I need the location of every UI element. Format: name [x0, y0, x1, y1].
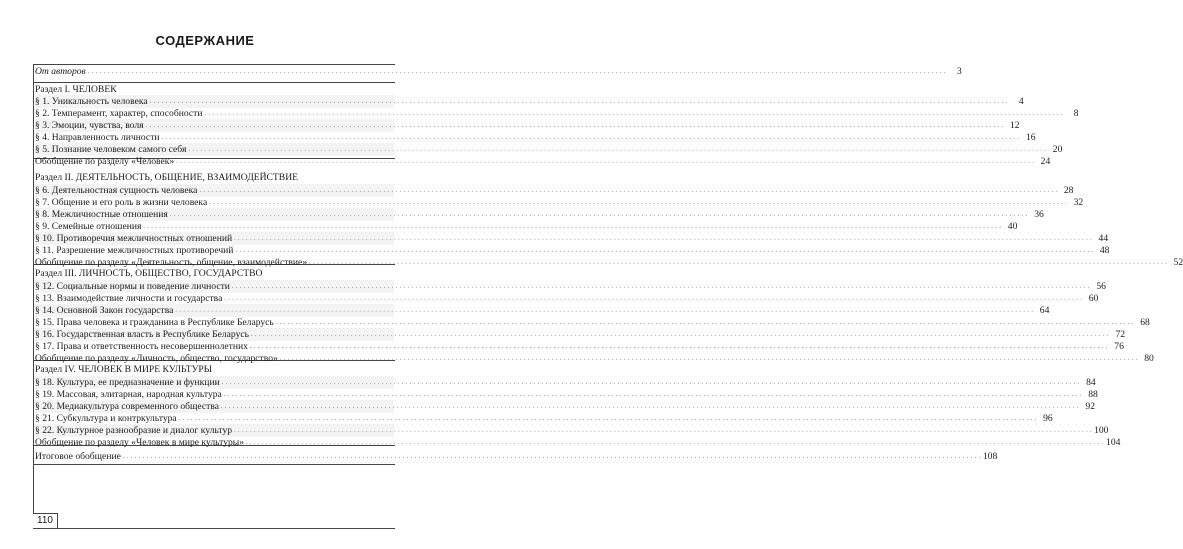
- bottom-rule: [57, 528, 395, 529]
- leader-dots: [176, 155, 1034, 168]
- toc-entry-page: 96: [1043, 413, 1053, 424]
- toc-entry-page: 104: [1106, 437, 1121, 448]
- toc-entry-label: § 16. Государственная власть в Республике Беларусь: [35, 329, 250, 340]
- toc-entry-label: § 13. Взаимодействие личности и государства: [35, 293, 223, 304]
- toc-entry-page: 64: [1039, 305, 1050, 316]
- toc-entry-page: 24: [1040, 156, 1051, 167]
- toc-entry-page: 36: [1034, 209, 1044, 220]
- toc-entry-page: 12: [1009, 120, 1020, 131]
- page-title: СОДЕРЖАНИЕ: [155, 33, 255, 48]
- toc-entry-page: 68: [1140, 317, 1150, 328]
- toc-entry-page: 52: [1173, 257, 1183, 268]
- divider: [33, 464, 395, 465]
- toc-entry-label: § 3. Эмоции, чувства, воля: [35, 120, 144, 131]
- toc-entry-label: § 21. Субкультура и контркультура: [35, 413, 177, 424]
- toc-entry-page: 48: [1099, 245, 1110, 256]
- toc-entry-page: 92: [1085, 401, 1096, 412]
- toc-entry-label: § 8. Межличностные отношения: [35, 209, 168, 220]
- leader-dots: [280, 352, 1138, 365]
- leader-dots: [123, 450, 981, 463]
- toc-entry-page: 80: [1144, 353, 1154, 364]
- leader-dots: [246, 436, 1104, 449]
- toc-entry-label: § 2. Темперамент, характер, способности: [35, 108, 203, 119]
- divider: [33, 82, 395, 83]
- toc-entry-label: § 18. Культура, ее предназначение и функции: [35, 377, 220, 388]
- toc-entry-label: § 5. Познание человеком самого себя: [35, 144, 187, 155]
- toc-entry-summary[interactable]: [35, 155, 1051, 168]
- toc-entry-page: 108: [982, 451, 998, 462]
- toc-entry-page: 40: [1007, 221, 1018, 232]
- left-margin-line: [33, 64, 34, 513]
- toc-entry-page: 60: [1088, 293, 1099, 304]
- toc-entry-label: Обобщение по разделу «Личность, общество, государство»: [35, 353, 278, 364]
- toc-entry-label: § 15. Права человека и гражданина в Республике Беларусь: [35, 317, 274, 328]
- toc-entry-page: 8: [1073, 108, 1079, 119]
- toc-entry-page: 72: [1115, 329, 1126, 340]
- toc-entry-intro[interactable]: [35, 65, 962, 78]
- leader-dots: [309, 256, 1167, 269]
- toc-entry-page: 100: [1094, 425, 1109, 436]
- toc-entry-label: § 4. Направленность личности: [35, 132, 160, 143]
- section-heading: Раздел II. ДЕЯТЕЛЬНОСТЬ, ОБЩЕНИЕ, ВЗАИМОДЕЙСТВИЕ: [35, 172, 298, 183]
- toc-entry-label: § 1. Уникальность человека: [35, 96, 148, 107]
- leader-dots: [88, 65, 946, 78]
- toc-entry-label: § 9. Семейные отношения: [35, 221, 142, 232]
- toc-entry-label: § 7. Общение и его роль в жизни человека: [35, 197, 208, 208]
- toc-entry-label: От авторов: [35, 66, 86, 77]
- toc-entry-label: § 10. Противоречия межличностных отношений: [35, 233, 233, 244]
- section-heading: Раздел IV. ЧЕЛОВЕК В МИРЕ КУЛЬТУРЫ: [35, 364, 213, 375]
- toc-entry-label: § 14. Основной Закон государства: [35, 305, 174, 316]
- toc-entry-label: Обобщение по разделу «Человек»: [35, 156, 175, 167]
- section-heading: Раздел I. ЧЕЛОВЕК: [35, 84, 117, 95]
- toc-entry-label: Итоговое обобщение: [35, 451, 121, 462]
- toc-entry-page: 88: [1088, 389, 1098, 400]
- section-heading: Раздел III. ЛИЧНОСТЬ, ОБЩЕСТВО, ГОСУДАРСТВО: [35, 268, 263, 279]
- toc-entry-label: § 19. Массовая, элитарная, народная культура: [35, 389, 222, 400]
- toc-entry-page: 84: [1086, 377, 1096, 388]
- toc-entry-page: 28: [1063, 185, 1074, 196]
- toc-entry-page: 3: [956, 66, 962, 77]
- toc-entry-page: 76: [1114, 341, 1124, 352]
- toc-entry-label: Обобщение по разделу «Деятельность, общение, взаимодействие»: [35, 257, 308, 268]
- toc-entry-page: 16: [1025, 132, 1036, 143]
- toc-entry-label: § 12. Социальные нормы и поведение личности: [35, 281, 230, 292]
- toc-entry-page: 20: [1052, 144, 1063, 155]
- page-number: 110: [33, 513, 58, 529]
- toc-entry-summary[interactable]: [35, 436, 1121, 449]
- toc-entry-page: 32: [1073, 197, 1084, 208]
- toc-entry-page: 4: [1018, 96, 1024, 107]
- toc-entry-label: § 6. Деятельностная сущность человека: [35, 185, 198, 196]
- toc-entry-page: 44: [1098, 233, 1109, 244]
- toc-entry-label: § 17. Права и ответственность несовершеннолетних: [35, 341, 248, 352]
- toc-entry-label: § 20. Медиакультура современного общества: [35, 401, 220, 412]
- toc-entry-label: § 22. Культурное разнообразие и диалог культур: [35, 425, 233, 436]
- toc-entry-final[interactable]: [35, 450, 998, 463]
- toc-entry-page: 56: [1096, 281, 1106, 292]
- toc-entry-label: § 11. Разрешение межличностных противоречий: [35, 245, 234, 256]
- toc-entry-label: Обобщение по разделу «Человек в мире культуры»: [35, 437, 245, 448]
